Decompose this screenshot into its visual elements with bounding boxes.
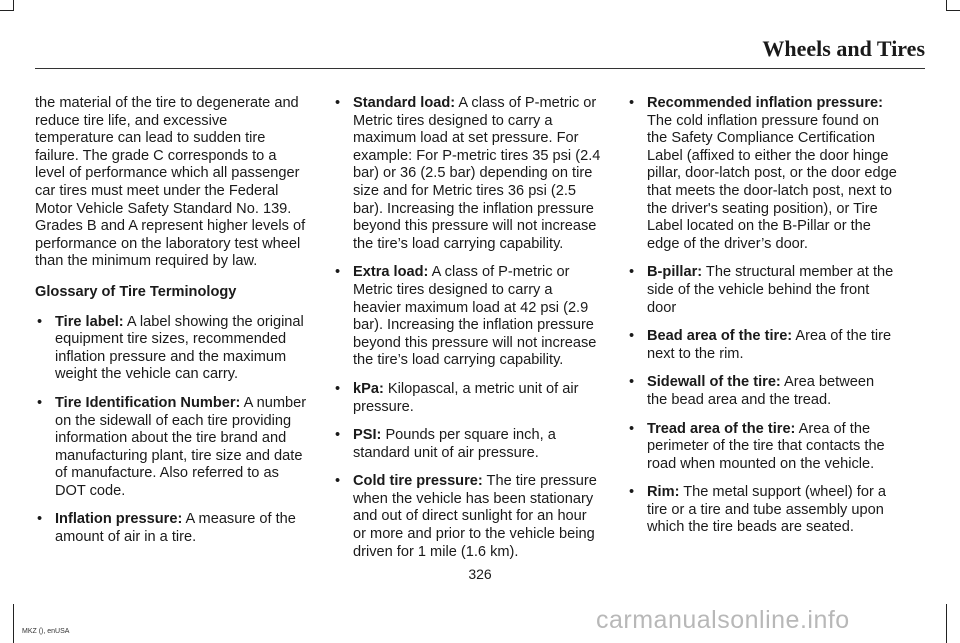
watermark: carmanualsonline.info xyxy=(596,606,850,634)
definition: Pounds per square inch, a standard unit of air pressure. xyxy=(353,427,556,461)
crop-mark xyxy=(0,10,14,11)
definition: The structural member at the side of the vehicle behind the front door xyxy=(647,264,894,316)
definition: A label showing the original equipment tire sizes, recommended inflation pressure and the maximum weight the vehicle can carry. xyxy=(55,313,304,383)
glossary-list xyxy=(333,95,603,561)
list-item xyxy=(333,95,603,253)
term: Rim: xyxy=(647,484,680,501)
header-divider xyxy=(35,68,925,69)
bullet-icon: • xyxy=(629,374,635,391)
definition: Area of the tire next to the rim. xyxy=(647,328,892,362)
definition: The tire pressure when the vehicle has been stationary and out of direct sunlight for an hour or more and prior to the vehicle being driven for 1 mile (1.6 km). xyxy=(353,473,597,560)
list-item xyxy=(333,381,603,416)
list-item xyxy=(333,264,603,370)
crop-mark xyxy=(946,10,960,11)
definition: A class of P-metric or Metric tires designed to carry a maximum load at set pressure. For example: For P-metric tires 35 psi (2.4 bar) or 36 (2.5 bar) depending on tire size and for Metric tires 36 psi (2.5 bar). Increasing the inflation pressure beyond this pressure will not increase the tire’s load carrying capability. xyxy=(353,95,601,252)
term: Extra load: xyxy=(353,264,429,281)
definition: Area of the perimeter of the tire that contacts the road when mounted on the vehicle. xyxy=(647,420,885,472)
column-1 xyxy=(35,95,307,558)
page-title: Wheels and Tires xyxy=(762,36,925,61)
definition: A measure of the amount of air in a tire. xyxy=(55,511,296,546)
bullet-icon: • xyxy=(335,264,341,281)
definition: Area between the bead area and the tread. xyxy=(647,374,875,408)
crop-mark xyxy=(946,604,947,643)
term: kPa: xyxy=(353,380,384,397)
bullet-icon: • xyxy=(37,394,43,411)
column-3 xyxy=(627,95,897,548)
bullet-icon: • xyxy=(335,427,341,444)
glossary-list xyxy=(627,95,897,537)
bullet-icon: • xyxy=(37,511,43,528)
bullet-icon: • xyxy=(335,95,341,111)
list-item xyxy=(627,95,897,253)
bullet-icon: • xyxy=(335,380,341,397)
definition: The metal support (wheel) for a tire or a tire and tube assembly upon which the tire beads are seated. xyxy=(647,484,887,536)
page-number: 326 xyxy=(468,566,492,582)
list-item xyxy=(627,328,897,363)
glossary-heading: Glossary of Tire Terminology xyxy=(35,283,237,300)
list-item xyxy=(627,484,897,537)
glossary-list xyxy=(35,314,307,547)
definition: A number on the sidewall of each tire providing information about the tire brand and manufacturing plant, tire size and date of manufacture. Also referred to as DOT code. xyxy=(55,394,307,499)
bullet-icon: • xyxy=(629,484,635,501)
definition: A class of P-metric or Metric tires designed to carry a heavier maximum load at 42 psi (2.9 bar). Increasing the inflation pressure beyond this pressure will not increase the tire’s load carrying capability. xyxy=(353,264,597,369)
term: Cold tire pressure: xyxy=(353,473,483,490)
term: B-pillar: xyxy=(647,264,703,281)
crop-mark xyxy=(13,0,14,10)
list-item xyxy=(627,264,897,317)
crop-mark xyxy=(946,0,947,10)
term: Bead area of the tire: xyxy=(647,328,793,345)
list-item xyxy=(333,473,603,561)
column-2 xyxy=(333,95,603,572)
list-item xyxy=(35,511,307,546)
definition: The cold inflation pressure found on the Safety Compliance Certification Label (affixed to either the door hinge pillar, door-latch post, or the door edge that meets the door-latch post, next to the driver's seating position), or Tire Label located on the B-Pillar or the edge of the driver’s door. xyxy=(647,112,897,252)
bullet-icon: • xyxy=(335,473,341,490)
term: Inflation pressure: xyxy=(55,511,183,528)
crop-mark xyxy=(13,604,14,643)
term: Recommended inflation pressure: xyxy=(647,95,883,111)
list-item xyxy=(333,427,603,462)
bullet-icon: • xyxy=(629,95,635,111)
list-item xyxy=(35,395,307,501)
term: Tire Identification Number: xyxy=(55,394,241,411)
term: Sidewall of the tire: xyxy=(647,374,781,391)
bullet-icon: • xyxy=(629,264,635,281)
list-item xyxy=(35,314,307,384)
bullet-icon: • xyxy=(37,313,43,330)
bullet-icon: • xyxy=(629,420,635,437)
list-item xyxy=(627,421,897,474)
document-id: MKZ (), enUSA xyxy=(22,628,70,635)
term: Tire label: xyxy=(55,313,124,330)
term: PSI: xyxy=(353,427,382,444)
list-item xyxy=(627,374,897,409)
bullet-icon: • xyxy=(629,328,635,345)
definition: Kilopascal, a metric unit of air pressure. xyxy=(353,380,579,415)
intro-paragraph: the material of the tire to degenerate and reduce tire life, and excessive temperature can lead to sudden tire failure. The grade C corresponds to a level of performance which all passenger car tires must meet under the Federal Motor Vehicle Safety Standard No. 139. Grades B and A represent higher levels of performance on the laboratory test wheel than the minimum required by law. xyxy=(35,95,306,270)
term: Standard load: xyxy=(353,95,456,111)
term: Tread area of the tire: xyxy=(647,420,796,437)
